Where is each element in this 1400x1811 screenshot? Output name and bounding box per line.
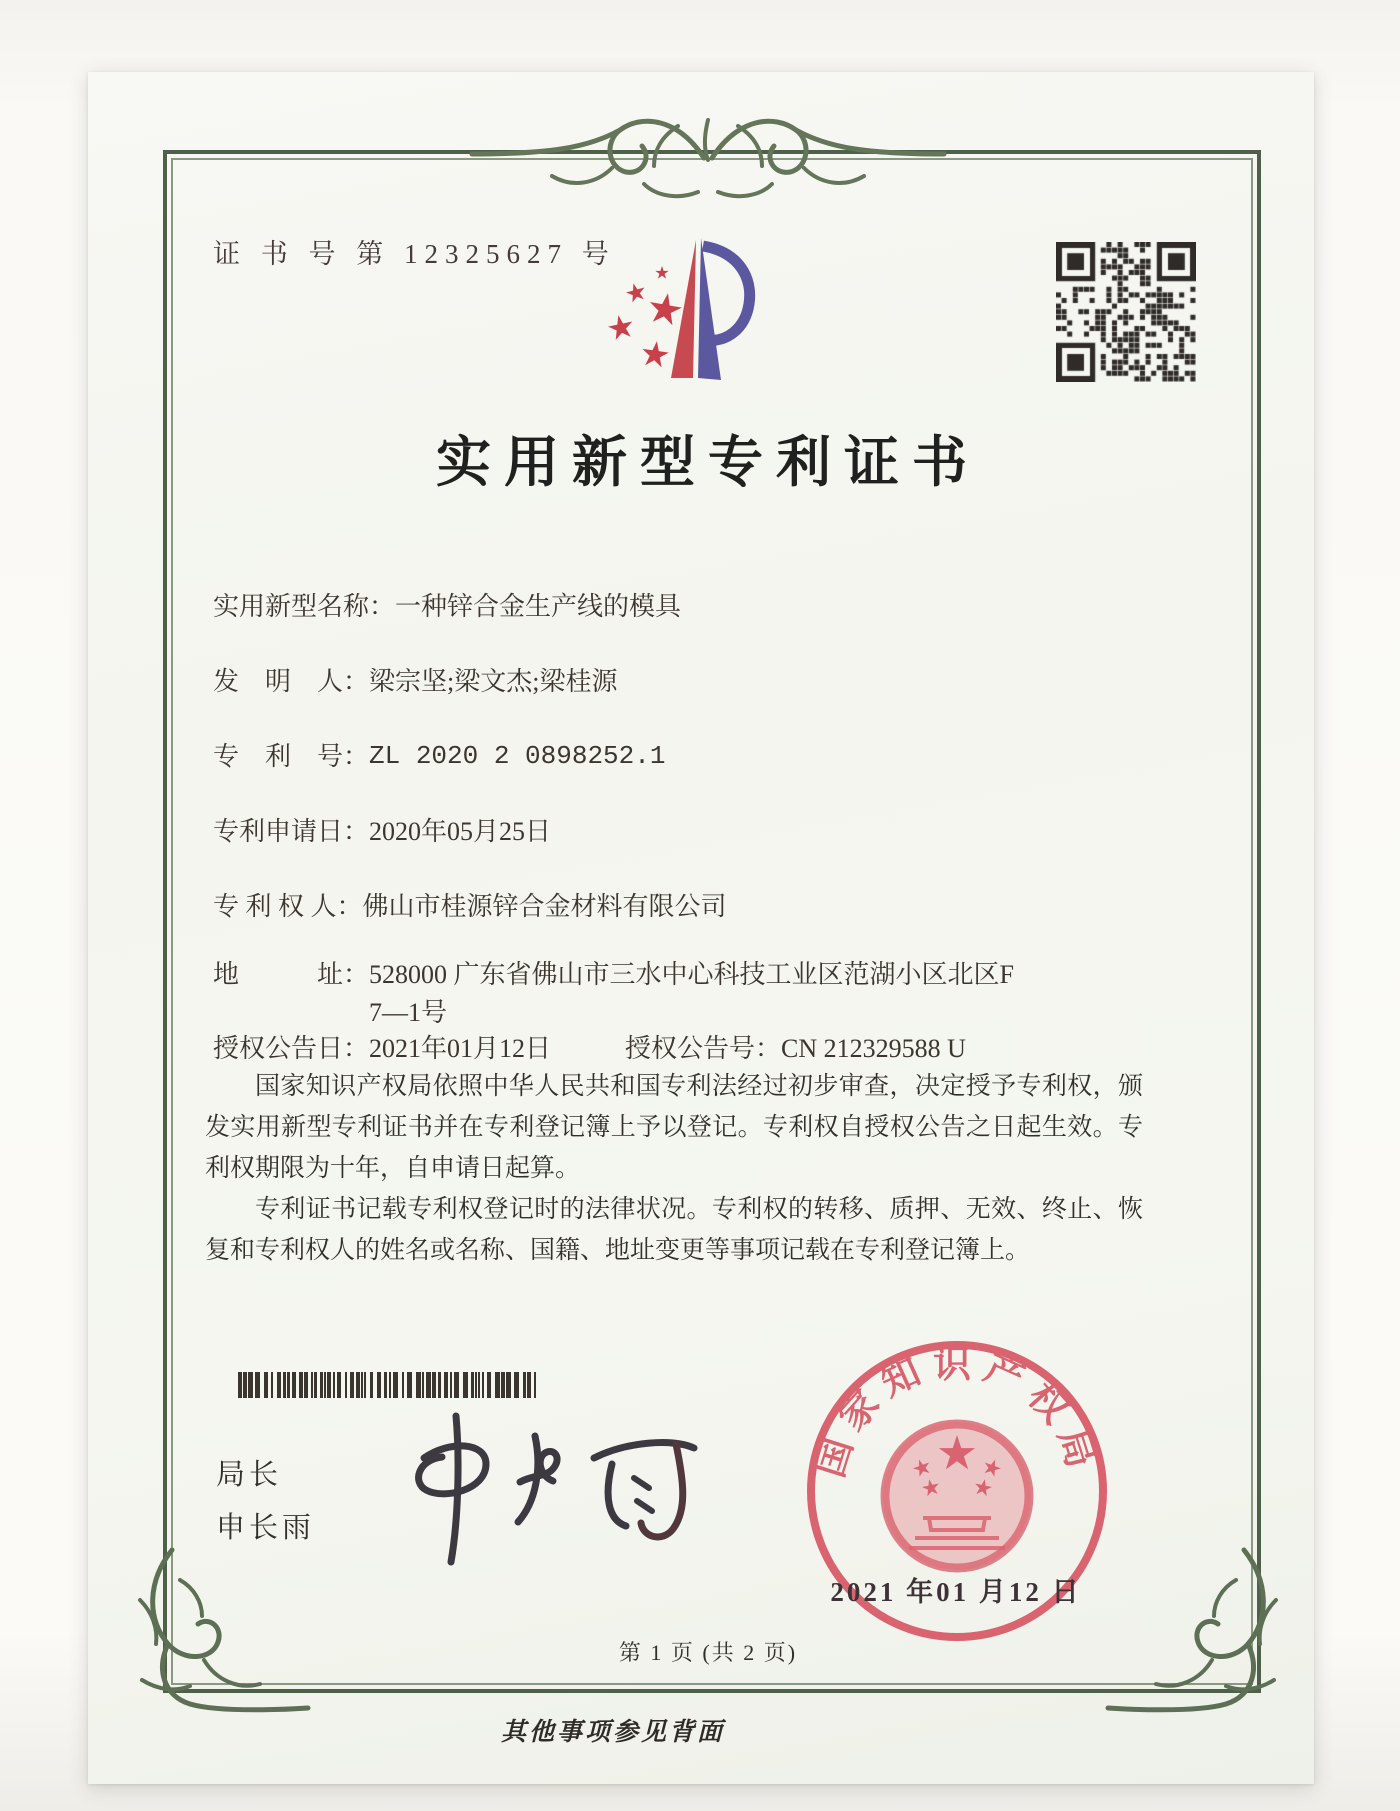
field-filing-date	[213, 813, 1153, 851]
barcode-bar	[523, 1372, 526, 1398]
barcode-bar	[243, 1372, 247, 1398]
barcode-bar	[444, 1372, 448, 1398]
barcode-bar	[407, 1372, 412, 1398]
barcode-bar	[271, 1372, 273, 1398]
barcode-bar	[478, 1372, 480, 1398]
qr-code	[1056, 242, 1196, 382]
barcode-bar	[534, 1372, 536, 1398]
barcode-bar	[384, 1372, 387, 1398]
barcode-bar	[364, 1372, 366, 1398]
barcode-bar	[450, 1372, 452, 1398]
certificate-title: 实用新型专利证书	[435, 432, 980, 493]
field-label: 地 址：	[213, 960, 370, 989]
barcode-bar	[377, 1372, 381, 1398]
field-label: 发 明 人：	[213, 667, 370, 696]
barcode-bar	[389, 1372, 391, 1398]
seal-text: 国家知识产权局	[809, 1344, 1105, 1483]
barcode-bar	[264, 1372, 268, 1398]
barcode-bar	[248, 1372, 253, 1398]
barcode-bar	[475, 1372, 477, 1398]
field-utility-model-name	[213, 588, 1153, 626]
field-label: 授权公告日：	[213, 1034, 370, 1063]
field-value: 2020年05月25日	[369, 817, 552, 846]
back-side-note: 其他事项参见背面	[500, 1719, 725, 1746]
address-line-2: 7—1号	[369, 997, 448, 1027]
page-number: 第 1 页 (共 2 页)	[618, 1640, 798, 1665]
field-grant-date	[213, 1030, 551, 1068]
barcode-bar	[287, 1372, 290, 1398]
officer-title: 局长	[216, 1459, 283, 1491]
field-value	[369, 956, 1153, 1031]
barcode-bar	[501, 1372, 505, 1398]
field-value: ZL 2020 2 0898252.1	[369, 741, 666, 771]
field-value: 佛山市桂源锌合金材料有限公司	[362, 892, 727, 921]
field-label: 专利申请日：	[213, 817, 370, 846]
barcode-bar	[238, 1372, 242, 1398]
barcode-bar	[438, 1372, 441, 1398]
barcode-bar	[487, 1372, 491, 1398]
address-line-1: 528000 广东省佛山市三水中心科技工业区范湖小区北区F	[369, 960, 1014, 989]
field-label: 专 利 权 人：	[213, 892, 363, 921]
barcode-bar	[327, 1372, 331, 1398]
field-value: 2021年01月12日	[369, 1034, 552, 1063]
field-label: 授权公告号：	[625, 1034, 782, 1063]
barcode-bar	[283, 1372, 286, 1398]
barcode-bar	[304, 1372, 308, 1398]
barcode-bar	[463, 1372, 468, 1398]
barcode-bar	[277, 1372, 281, 1398]
barcode-bar	[454, 1372, 459, 1398]
barcode-bar	[337, 1372, 341, 1398]
barcode-bar	[506, 1372, 511, 1398]
seal-date: 2021 年01 月12 日	[830, 1577, 1082, 1607]
barcode-bar	[292, 1372, 296, 1398]
field-label: 实用新型名称：	[213, 592, 396, 621]
field-address	[213, 956, 1153, 1031]
barcode-bar	[324, 1372, 326, 1398]
barcode-bar	[311, 1372, 313, 1398]
barcode-bar	[495, 1372, 500, 1398]
barcode-bar	[345, 1372, 347, 1398]
legal-text	[205, 1066, 1143, 1271]
certificate-number: 证 书 号 第 12325627 号	[213, 239, 616, 269]
cnipa-logo-icon	[525, 200, 760, 400]
field-value: 一种锌合金生产线的模具	[395, 592, 682, 621]
barcode-bar	[426, 1372, 431, 1398]
field-inventor	[213, 663, 1153, 701]
barcode	[238, 1372, 548, 1398]
barcode-bar	[320, 1372, 323, 1398]
barcode-bar	[514, 1372, 519, 1398]
barcode-bar	[350, 1372, 354, 1398]
field-label: 专 利 号：	[213, 742, 370, 771]
officer-name: 申长雨	[216, 1512, 316, 1544]
barcode-bar	[416, 1372, 421, 1398]
barcode-bar	[361, 1372, 363, 1398]
barcode-bar	[432, 1372, 436, 1398]
barcode-bar	[333, 1372, 335, 1398]
field-patent-number	[213, 738, 1153, 776]
field-grant-row	[213, 1030, 1153, 1068]
officer-signature	[372, 1402, 712, 1577]
barcode-bar	[356, 1372, 360, 1398]
legal-paragraph-2: 专利证书记载专利权登记时的法律状况。专利权的转移、质押、无效、终止、恢复和专利权人的姓名或名称、国籍、地址变更等事项记载在专利登记簿上。	[205, 1196, 1143, 1264]
field-grant-number	[625, 1030, 966, 1068]
field-patentee	[213, 888, 1153, 926]
barcode-bar	[402, 1372, 404, 1398]
barcode-bar	[482, 1372, 484, 1398]
field-value: 梁宗坚;梁文杰;梁桂源	[369, 667, 618, 696]
barcode-bar	[527, 1372, 531, 1398]
barcode-bar	[422, 1372, 424, 1398]
barcode-bar	[255, 1372, 260, 1398]
barcode-bar	[393, 1372, 398, 1398]
legal-paragraph-1: 国家知识产权局依照中华人民共和国专利法经过初步审查，决定授予专利权，颁发实用新型专利证书并在专利登记簿上予以登记。专利权自授权公告之日起生效。专利权期限为十年，自申请日起算。	[205, 1073, 1143, 1182]
barcode-bar	[314, 1372, 317, 1398]
barcode-bar	[299, 1372, 303, 1398]
field-value: CN 212329588 U	[781, 1034, 966, 1063]
barcode-bar	[471, 1372, 474, 1398]
barcode-bar	[370, 1372, 373, 1398]
